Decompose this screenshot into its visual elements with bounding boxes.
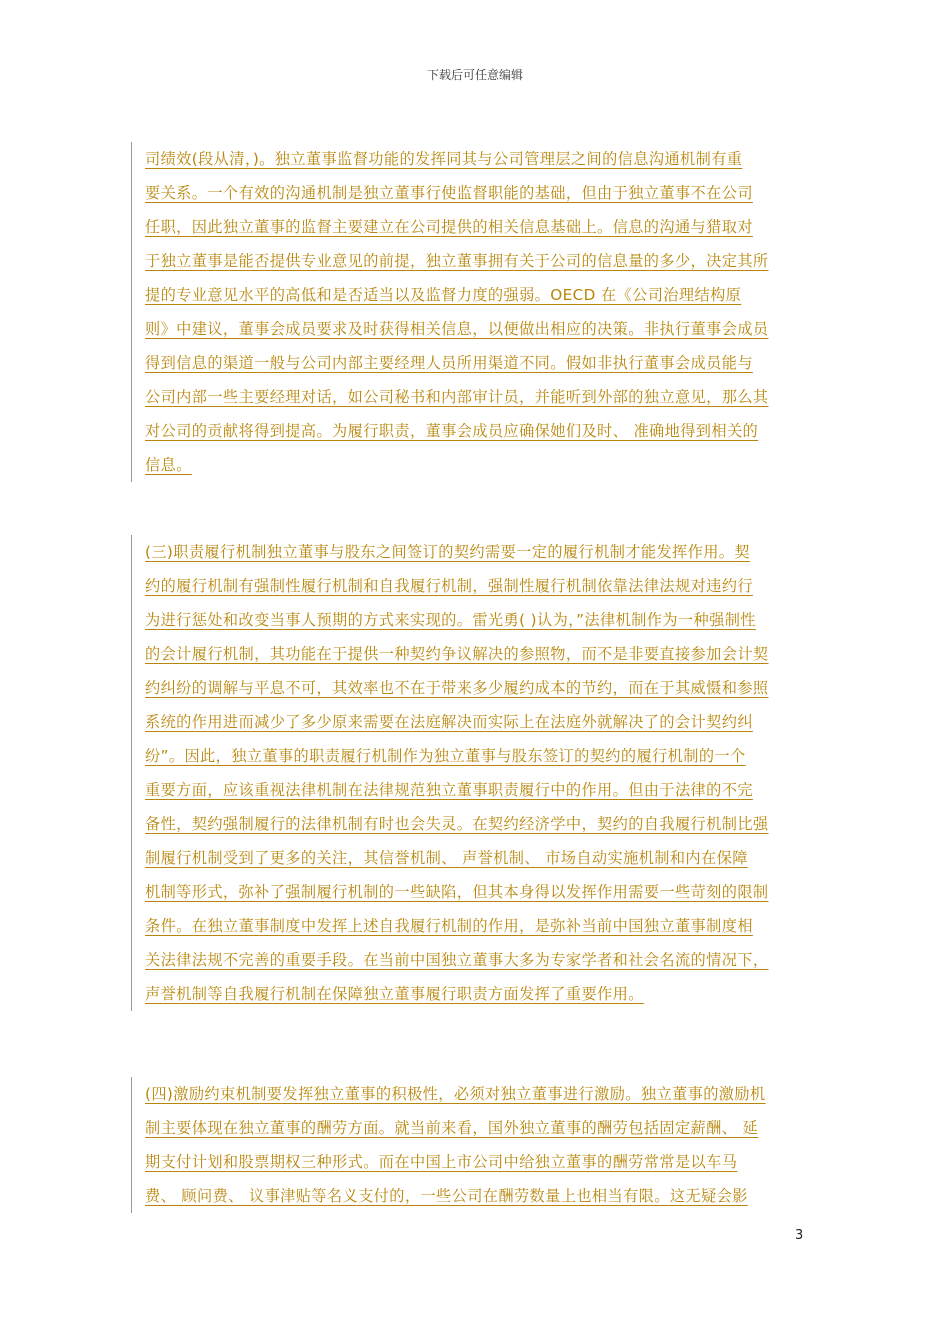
- text-line-content: 司绩效(段从清，)。独立董事监督功能的发挥同其与公司管理层之间的信息沟通机制有重: [145, 150, 743, 168]
- text-line-content: 对公司的贡献将得到提高。为履行职责，董事会成员应确保她们及时、 准确地得到相关的: [145, 422, 759, 440]
- text-line-content: 为进行惩处和改变当事人预期的方式来实现的。雷光勇( )认为，”法律机制作为一种强制性: [145, 611, 756, 629]
- text-line-content: 关法律法规不完善的重要手段。在当前中国独立董事大多为专家学者和社会名流的情况下，: [145, 951, 769, 969]
- text-line: [145, 739, 807, 773]
- paragraph-1: [131, 142, 807, 482]
- page-number: 3: [795, 1228, 804, 1243]
- text-line: [145, 773, 807, 807]
- text-line: [145, 346, 807, 380]
- text-line: [145, 1145, 807, 1179]
- text-line-content: (四)激励约束机制要发挥独立董事的积极性，必须对独立董事进行激励。独立董事的激励机: [145, 1085, 766, 1103]
- text-line-content: 的会计履行机制，其功能在于提供一种契约争议解决的参照物，而不是非要直接参加会计契: [145, 645, 769, 663]
- page-header: 下载后可任意编辑: [426, 68, 523, 82]
- text-line: [145, 380, 807, 414]
- text-line-content: 约纠纷的调解与平息不可，其效率也不在于带来多少履约成本的节约，而在于其威慑和参照: [145, 679, 769, 697]
- paragraph-3: [131, 1077, 807, 1213]
- text-line: [145, 841, 807, 875]
- text-line: [145, 671, 807, 705]
- text-line: [145, 1111, 807, 1145]
- text-line-content: 费、 顾问费、 议事津贴等名义支付的，一些公司在酬劳数量上也相当有限。这无疑会影: [145, 1187, 748, 1205]
- text-line: [145, 569, 807, 603]
- text-line: [145, 875, 807, 909]
- text-line: [145, 312, 807, 346]
- text-line: [145, 278, 807, 312]
- text-line-content: 系统的作用进而减少了多少原来需要在法庭解决而实际上在法庭外就解决了的会计契约纠: [145, 713, 753, 731]
- text-line: [145, 807, 807, 841]
- text-line-content: 得到信息的渠道一般与公司内部主要经理人员所用渠道不同。假如非执行董事会成员能与: [145, 354, 753, 372]
- text-line: [145, 142, 807, 176]
- text-line: [145, 210, 807, 244]
- text-line: [145, 535, 807, 569]
- text-line: [145, 705, 807, 739]
- text-line-content: 提的专业意见水平的高低和是否适当以及监督力度的强弱。OECD 在《公司治理结构原: [145, 286, 742, 304]
- text-line-content: 任职，因此独立董事的监督主要建立在公司提供的相关信息基础上。信息的沟通与猎取对: [145, 218, 753, 236]
- text-line: [145, 977, 807, 1011]
- text-line-content: 制主要体现在独立董事的酬劳方面。就当前来看，国外独立董事的酬劳包括固定薪酬、 延: [145, 1119, 759, 1137]
- text-line-content: 约的履行机制有强制性履行机制和自我履行机制，强制性履行机制依靠法律法规对违约行: [145, 577, 753, 595]
- text-line-content: 制履行机制受到了更多的关注，其信誉机制、 声誉机制、 市场自动实施机制和内在保障: [145, 849, 748, 867]
- text-line: [145, 414, 807, 448]
- text-line: [145, 943, 807, 977]
- text-line: [145, 603, 807, 637]
- text-line: [145, 1077, 807, 1111]
- text-line-content: 机制等形式，弥补了强制履行机制的一些缺陷，但其本身得以发挥作用需要一些苛刻的限制: [145, 883, 769, 901]
- text-line: [145, 1179, 807, 1213]
- text-line: [145, 244, 807, 278]
- text-line-content: 信息。: [145, 456, 192, 474]
- text-line-content: 期支付计划和股票期权三种形式。而在中国上市公司中给独立董事的酬劳常常是以车马: [145, 1153, 738, 1171]
- text-line-content: 声誉机制等自我履行机制在保障独立董事履行职责方面发挥了重要作用。: [145, 985, 644, 1003]
- text-line: [145, 637, 807, 671]
- text-line-content: 则》中建议，董事会成员要求及时获得相关信息，以便做出相应的决策。非执行董事会成员: [145, 320, 769, 338]
- text-line: [145, 448, 807, 482]
- text-line-content: 重要方面，应该重视法律机制在法律规范独立董事职责履行中的作用。但由于法律的不完: [145, 781, 753, 799]
- text-line: [145, 909, 807, 943]
- text-line-content: 条件。在独立董事制度中发挥上述自我履行机制的作用，是弥补当前中国独立董事制度相: [145, 917, 753, 935]
- text-line-content: 于独立董事是能否提供专业意见的前提，独立董事拥有关于公司的信息量的多少，决定其所: [145, 252, 769, 270]
- paragraph-2: [131, 535, 807, 1011]
- text-line-content: 要关系。一个有效的沟通机制是独立董事行使监督职能的基础，但由于独立董事不在公司: [145, 184, 753, 202]
- text-line-content: 公司内部一些主要经理对话，如公司秘书和内部审计员，并能听到外部的独立意见，那么其: [145, 388, 769, 406]
- text-line-content: 备性，契约强制履行的法律机制有时也会失灵。在契约经济学中，契约的自我履行机制比强: [145, 815, 769, 833]
- text-line-content: 纷”。因此，独立董事的职责履行机制作为独立董事与股东签订的契约的履行机制的一个: [145, 747, 746, 765]
- text-line: [145, 176, 807, 210]
- text-line-content: (三)职责履行机制独立董事与股东之间签订的契约需要一定的履行机制才能发挥作用。契: [145, 543, 750, 561]
